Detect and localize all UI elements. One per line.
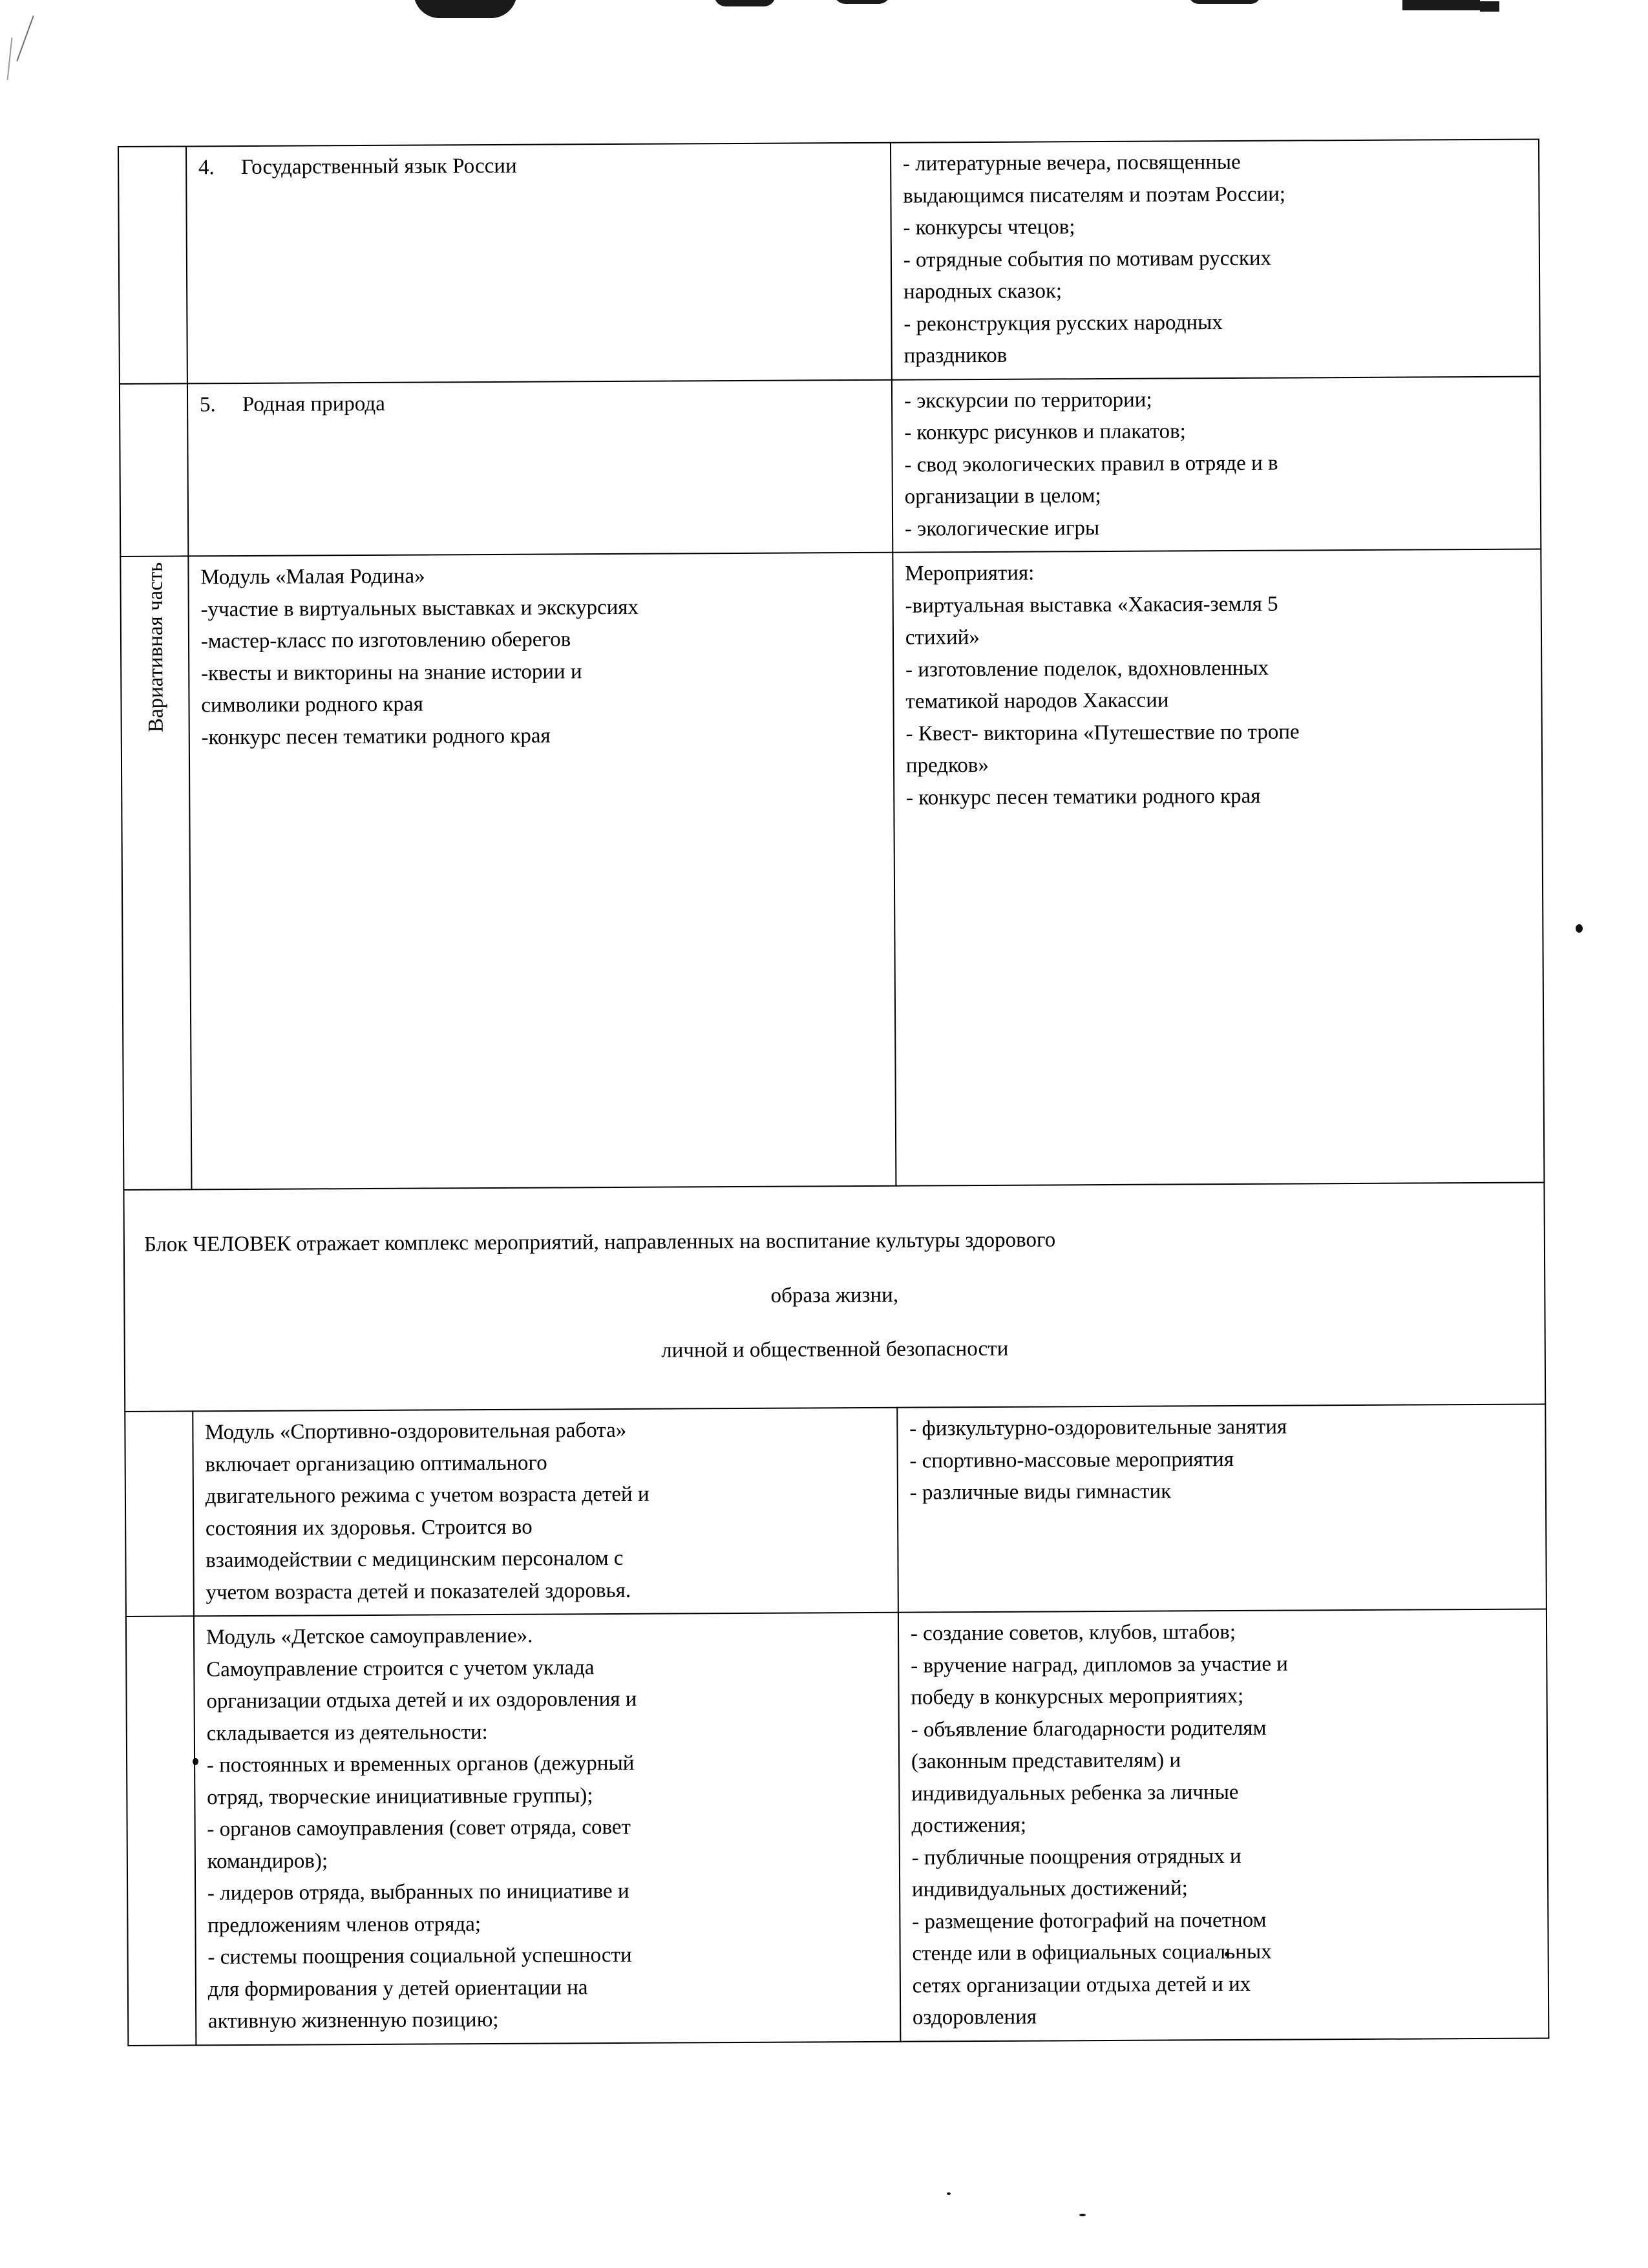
module-line: для формирования у детей ориентации на bbox=[207, 1976, 588, 2002]
activity-line: - вручение наград, дипломов за участие и bbox=[911, 1652, 1289, 1678]
activity-line: (законным представителям) и bbox=[911, 1748, 1181, 1774]
module-line: -квесты и викторины на знание истории и bbox=[200, 659, 582, 685]
activity-line: индивидуальных достижений; bbox=[911, 1876, 1188, 1902]
scan-scratch bbox=[16, 16, 34, 61]
activity-line: - экскурсии по территории; bbox=[903, 388, 1152, 413]
activity-line: -виртуальная выставка «Хакасия-земля 5 bbox=[905, 592, 1278, 618]
module-line: - органов самоуправления (совет отряда, совет bbox=[207, 1816, 631, 1841]
table-row bbox=[118, 139, 1540, 383]
module-line: - постоянных и временных органов (дежурный bbox=[206, 1752, 635, 1777]
module-line: -конкурс песен тематики родного края bbox=[201, 724, 551, 749]
scan-blob bbox=[414, 0, 517, 18]
activity-line: тематикой народов Хакассии bbox=[905, 688, 1169, 714]
activity-line: индивидуальных ребенка за личные bbox=[911, 1780, 1239, 1806]
rail-cell-empty-mid bbox=[120, 383, 188, 556]
scan-speck bbox=[947, 2192, 951, 2195]
scan-speck bbox=[1576, 924, 1583, 933]
module-line: учетом возраста детей и показателей здоровья. bbox=[206, 1578, 631, 1605]
activity-line: - спортивно-массовые мероприятия bbox=[909, 1447, 1234, 1473]
rail-cell-empty-sport bbox=[125, 1412, 193, 1617]
activity-line: сетях организации отдыха детей и их bbox=[912, 1972, 1251, 1998]
rail-cell-empty-samo bbox=[126, 1616, 196, 2046]
module-title: Модуль «Малая Родина» bbox=[200, 564, 425, 589]
module-title: Модуль «Детское самоуправление». bbox=[206, 1624, 533, 1649]
activities-cell bbox=[897, 1404, 1547, 1613]
activity-line: - изготовление поделок, вдохновленных bbox=[905, 656, 1269, 682]
activity-line: стихий» bbox=[905, 626, 980, 650]
variative-part-rail bbox=[120, 556, 191, 1190]
banner-line: образа жизни, bbox=[770, 1283, 899, 1308]
module-line: символики родного края bbox=[201, 692, 423, 717]
module-line: взаимодействии с медицинским персоналом с bbox=[206, 1547, 624, 1573]
activity-line: - публичные поощрения отрядных и bbox=[911, 1844, 1241, 1870]
scan-blob bbox=[714, 0, 776, 6]
activity-line: - конкурсы чтецов; bbox=[903, 215, 1075, 240]
activity-line: - литературные вечера, посвященные bbox=[902, 150, 1241, 176]
program-modules-table bbox=[118, 138, 1549, 2046]
module-line: -мастер-класс по изготовлению оберегов bbox=[200, 628, 571, 653]
table-row bbox=[120, 549, 1544, 1189]
module-line: -участие в виртуальных выставках и экскурсиях bbox=[200, 595, 639, 621]
activity-line: - Квест- викторина «Путешествие по тропе bbox=[905, 719, 1300, 746]
activity-line: - реконструкция русских народных bbox=[903, 310, 1223, 336]
table-row bbox=[120, 376, 1541, 556]
activity-line: праздников bbox=[903, 343, 1008, 368]
module-description-cell bbox=[193, 1408, 898, 1616]
scan-blob bbox=[1402, 0, 1480, 10]
activity-line: победу в конкурсных мероприятиях; bbox=[911, 1684, 1244, 1710]
activity-line: - размещение фотографий на почетном bbox=[912, 1908, 1267, 1934]
activity-line: народных сказок; bbox=[903, 279, 1062, 304]
list-number: 5. bbox=[199, 392, 216, 416]
activity-line: - создание советов, клубов, штабов; bbox=[910, 1620, 1236, 1646]
module-line: - системы поощрения социальной успешности bbox=[207, 1944, 632, 1969]
table-row bbox=[125, 1404, 1547, 1617]
rail-cell-empty-top bbox=[118, 146, 187, 383]
module-line: складывается из деятельности: bbox=[206, 1720, 488, 1746]
module-title: Модуль «Спортивно-оздоровительная работа» bbox=[205, 1419, 627, 1445]
activities-heading: Мероприятия: bbox=[905, 561, 1035, 586]
scan-blob bbox=[1480, 1, 1499, 12]
module-description-cell bbox=[188, 553, 896, 1190]
module-title-cell bbox=[187, 379, 893, 556]
module-line: активную жизненную позицию; bbox=[207, 2008, 499, 2033]
scan-artifacts bbox=[0, 0, 1648, 39]
activity-line: - объявление благодарности родителям bbox=[911, 1716, 1267, 1742]
module-title-cell bbox=[186, 143, 892, 383]
activities-cell bbox=[892, 376, 1541, 553]
module-line: командиров); bbox=[207, 1849, 328, 1874]
module-line: Самоуправление строится с учетом уклада bbox=[206, 1656, 595, 1682]
activity-line: организации в целом; bbox=[904, 484, 1101, 509]
banner-line: Блок ЧЕЛОВЕК отражает комплекс мероприятий, направленных на воспитание культуры здорового bbox=[143, 1228, 1056, 1256]
module-line: включает организацию оптимального bbox=[205, 1451, 547, 1477]
activity-line: достижения; bbox=[911, 1814, 1027, 1838]
activities-cell bbox=[891, 139, 1540, 379]
activity-line: - свод экологических правил в отряде и в bbox=[904, 451, 1278, 477]
activity-line: стенде или в официальных социальных bbox=[912, 1940, 1272, 1966]
module-title: Государственный язык России bbox=[240, 154, 517, 180]
activity-line: оздоровления bbox=[912, 2006, 1037, 2030]
list-number: 4. bbox=[198, 156, 215, 180]
scan-scratch bbox=[7, 37, 13, 80]
section-banner bbox=[123, 1182, 1545, 1412]
activity-line: - физкультурно-оздоровительные занятия bbox=[909, 1415, 1287, 1441]
activities-cell bbox=[898, 1609, 1549, 2042]
section-banner-row bbox=[123, 1182, 1545, 1412]
module-line: двигательного режима с учетом возраста детей и bbox=[205, 1483, 650, 1509]
module-line: - лидеров отряда, выбранных по инициативе и bbox=[207, 1880, 629, 1905]
module-title: Родная природа bbox=[242, 392, 385, 416]
activity-line: - конкурс песен тематики родного края bbox=[906, 784, 1261, 810]
activity-line: предков» bbox=[905, 753, 989, 778]
scan-speck bbox=[1079, 2214, 1086, 2216]
activity-line: - конкурс рисунков и плакатов; bbox=[904, 419, 1186, 445]
table-row bbox=[126, 1609, 1548, 2046]
module-line: предложениям членов отряда; bbox=[207, 1913, 481, 1938]
module-line: отряд, творческие инициативные группы); bbox=[207, 1784, 593, 1810]
banner-line: личной и общественной безопасности bbox=[661, 1337, 1009, 1362]
module-line: организации отдыха детей и их оздоровления и bbox=[206, 1688, 637, 1713]
activities-cell bbox=[893, 549, 1544, 1185]
activity-line: - различные виды гимнастик bbox=[909, 1479, 1172, 1505]
activity-line: - отрядные события по мотивам русских bbox=[903, 246, 1272, 272]
scan-blob bbox=[1189, 0, 1260, 4]
activity-line: - экологические игры bbox=[904, 516, 1100, 541]
variative-part-label: Вариативная часть bbox=[143, 562, 168, 733]
scan-blob bbox=[834, 0, 891, 4]
activity-line: выдающимся писателям и поэтам России; bbox=[903, 182, 1286, 208]
module-description-cell bbox=[194, 1613, 900, 2045]
module-line: состояния их здоровья. Строится во bbox=[205, 1515, 533, 1541]
